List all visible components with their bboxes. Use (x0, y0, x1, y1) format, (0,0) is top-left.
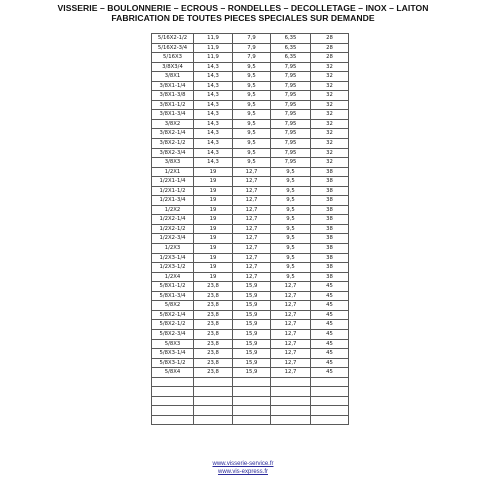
length-cell: 32 (311, 62, 349, 72)
dimension-c-cell (271, 396, 311, 406)
dimension-b-cell: 12,7 (233, 215, 271, 225)
dimension-c-cell: 7,95 (271, 91, 311, 101)
dimension-b-cell: 9,5 (233, 91, 271, 101)
dimension-a-cell: 23,8 (194, 310, 233, 320)
length-cell: 38 (311, 234, 349, 244)
dimension-b-cell (233, 387, 271, 397)
dimension-a-cell: 23,8 (194, 282, 233, 292)
size-cell: 5/8X3-1/4 (152, 349, 194, 359)
length-cell: 38 (311, 177, 349, 187)
table-row (152, 329, 349, 339)
table-row (152, 224, 349, 234)
dimension-a-cell: 19 (194, 272, 233, 282)
dimension-c-cell: 7,95 (271, 129, 311, 139)
header-product-line: VISSERIE – BOULONNERIE – ECROUS – RONDELLES – DECOLLETAGE – INOX – LAITON (57, 3, 429, 13)
length-cell: 45 (311, 349, 349, 359)
dimension-a-cell: 14,3 (194, 148, 233, 158)
table-row (152, 396, 349, 406)
dimension-a-cell: 14,3 (194, 110, 233, 120)
size-cell: 1/2X1-3/4 (152, 196, 194, 206)
length-cell: 38 (311, 272, 349, 282)
table-row (152, 368, 349, 378)
dimension-a-cell: 19 (194, 205, 233, 215)
table-row (152, 205, 349, 215)
dimension-a-cell: 19 (194, 244, 233, 254)
dimension-c-cell (271, 377, 311, 387)
dimension-c-cell: 12,7 (271, 329, 311, 339)
header-fabrication-line: FABRICATION DE TOUTES PIECES SPECIALES SUR DEMANDE (111, 13, 375, 23)
size-cell: 3/8X2 (152, 119, 194, 129)
dimension-b-cell: 15,9 (233, 368, 271, 378)
length-cell: 38 (311, 253, 349, 263)
dimension-c-cell: 7,95 (271, 100, 311, 110)
length-cell (311, 406, 349, 416)
website-link-visserie-service[interactable]: www.visserie-service.fr (212, 461, 274, 467)
dimension-b-cell: 12,7 (233, 263, 271, 273)
length-cell: 32 (311, 72, 349, 82)
table-row (152, 244, 349, 254)
size-cell: 1/2X2-3/4 (152, 234, 194, 244)
length-cell: 45 (311, 368, 349, 378)
dimension-b-cell: 7,9 (233, 34, 271, 44)
dimension-a-cell: 23,8 (194, 329, 233, 339)
dimension-c-cell: 9,5 (271, 244, 311, 254)
dimension-a-cell (194, 415, 233, 425)
dimension-a-cell: 11,9 (194, 53, 233, 63)
dimension-c-cell: 9,5 (271, 215, 311, 225)
length-cell: 32 (311, 91, 349, 101)
table-row (152, 43, 349, 53)
dimension-c-cell: 9,5 (271, 224, 311, 234)
table-row (152, 148, 349, 158)
dimension-a-cell: 23,8 (194, 349, 233, 359)
length-cell: 32 (311, 129, 349, 139)
size-cell (152, 396, 194, 406)
dimension-b-cell: 15,9 (233, 310, 271, 320)
table-row (152, 301, 349, 311)
dimension-a-cell: 19 (194, 215, 233, 225)
dimension-a-cell: 19 (194, 224, 233, 234)
size-cell: 1/2X2-1/2 (152, 224, 194, 234)
size-cell: 3/8X2-1/2 (152, 139, 194, 149)
table-row (152, 310, 349, 320)
size-cell: 3/8X3/4 (152, 62, 194, 72)
dimension-b-cell: 9,5 (233, 100, 271, 110)
dimension-a-cell: 19 (194, 234, 233, 244)
dimension-c-cell: 9,5 (271, 263, 311, 273)
dimension-b-cell: 15,9 (233, 349, 271, 359)
table-row (152, 110, 349, 120)
dimension-c-cell: 12,7 (271, 310, 311, 320)
size-cell: 5/8X1-1/2 (152, 282, 194, 292)
dimension-c-cell: 6,35 (271, 53, 311, 63)
length-cell: 45 (311, 358, 349, 368)
dimension-b-cell (233, 396, 271, 406)
length-cell: 32 (311, 100, 349, 110)
size-cell (152, 406, 194, 416)
length-cell: 45 (311, 320, 349, 330)
size-cell: 1/2X4 (152, 272, 194, 282)
size-cell: 3/8X1 (152, 72, 194, 82)
dimension-b-cell (233, 406, 271, 416)
table-row (152, 158, 349, 168)
dimension-c-cell (271, 406, 311, 416)
size-cell: 5/16X2-3/4 (152, 43, 194, 53)
table-row (152, 62, 349, 72)
dimension-c-cell: 12,7 (271, 301, 311, 311)
dimension-b-cell: 9,5 (233, 119, 271, 129)
table-row (152, 320, 349, 330)
dimension-b-cell: 12,7 (233, 177, 271, 187)
dimension-a-cell: 11,9 (194, 43, 233, 53)
dimension-c-cell: 12,7 (271, 358, 311, 368)
length-cell: 38 (311, 205, 349, 215)
table-body (152, 34, 349, 425)
length-cell: 45 (311, 291, 349, 301)
dimension-c-cell: 7,95 (271, 110, 311, 120)
dimension-c-cell: 7,95 (271, 72, 311, 82)
dimension-a-cell: 14,3 (194, 139, 233, 149)
length-cell: 45 (311, 301, 349, 311)
dimension-c-cell: 7,95 (271, 148, 311, 158)
length-cell (311, 415, 349, 425)
table-row (152, 339, 349, 349)
table-row (152, 272, 349, 282)
dimension-c-cell: 9,5 (271, 234, 311, 244)
dimension-c-cell: 9,5 (271, 253, 311, 263)
size-cell: 1/2X1-1/4 (152, 177, 194, 187)
length-cell: 32 (311, 110, 349, 120)
table-row (152, 34, 349, 44)
dimensions-table (151, 33, 349, 425)
dimension-c-cell: 9,5 (271, 272, 311, 282)
length-cell: 45 (311, 282, 349, 292)
dimension-b-cell: 7,9 (233, 53, 271, 63)
length-cell (311, 377, 349, 387)
dimension-a-cell: 23,8 (194, 291, 233, 301)
dimension-b-cell (233, 377, 271, 387)
size-cell: 1/2X1 (152, 167, 194, 177)
table-row (152, 349, 349, 359)
dimension-b-cell: 12,7 (233, 234, 271, 244)
size-cell (152, 415, 194, 425)
dimension-a-cell: 19 (194, 186, 233, 196)
size-cell: 5/16X2-1/2 (152, 34, 194, 44)
table-row (152, 406, 349, 416)
dimension-c-cell: 12,7 (271, 368, 311, 378)
size-cell: 5/8X1-3/4 (152, 291, 194, 301)
dimension-a-cell: 23,8 (194, 301, 233, 311)
dimension-b-cell: 12,7 (233, 224, 271, 234)
dimension-a-cell: 11,9 (194, 34, 233, 44)
length-cell: 45 (311, 329, 349, 339)
table-row (152, 53, 349, 63)
length-cell: 38 (311, 224, 349, 234)
size-cell: 5/8X3 (152, 339, 194, 349)
dimension-a-cell: 14,3 (194, 91, 233, 101)
table-row (152, 177, 349, 187)
dimension-c-cell: 12,7 (271, 349, 311, 359)
dimension-b-cell: 9,5 (233, 110, 271, 120)
length-cell: 38 (311, 186, 349, 196)
dimension-a-cell: 14,3 (194, 129, 233, 139)
dimension-a-cell: 14,3 (194, 158, 233, 168)
website-link-vis-express[interactable]: www.vis-express.fr (217, 469, 268, 475)
dimension-a-cell: 14,3 (194, 62, 233, 72)
size-cell: 1/2X3-1/4 (152, 253, 194, 263)
size-cell: 3/8X2-1/4 (152, 129, 194, 139)
dimension-a-cell: 19 (194, 263, 233, 273)
dimension-b-cell: 12,7 (233, 253, 271, 263)
length-cell: 28 (311, 43, 349, 53)
dimension-c-cell: 9,5 (271, 196, 311, 206)
dimension-b-cell: 15,9 (233, 339, 271, 349)
dimension-c-cell: 9,5 (271, 177, 311, 187)
table-row (152, 196, 349, 206)
dimension-c-cell: 12,7 (271, 320, 311, 330)
size-cell: 1/2X2-1/4 (152, 215, 194, 225)
size-cell: 5/8X2-1/4 (152, 310, 194, 320)
dimension-a-cell: 14,3 (194, 72, 233, 82)
size-cell: 3/8X3 (152, 158, 194, 168)
table-row (152, 81, 349, 91)
length-cell: 45 (311, 310, 349, 320)
table-row (152, 415, 349, 425)
dimension-a-cell: 14,3 (194, 100, 233, 110)
size-cell: 5/8X4 (152, 368, 194, 378)
length-cell: 28 (311, 53, 349, 63)
length-cell: 45 (311, 339, 349, 349)
length-cell: 32 (311, 158, 349, 168)
dimension-a-cell: 19 (194, 167, 233, 177)
length-cell: 32 (311, 81, 349, 91)
table-row (152, 234, 349, 244)
length-cell: 32 (311, 119, 349, 129)
table-row (152, 282, 349, 292)
size-cell: 3/8X1-3/8 (152, 91, 194, 101)
dimension-b-cell: 9,5 (233, 139, 271, 149)
length-cell: 38 (311, 167, 349, 177)
dimension-a-cell: 23,8 (194, 358, 233, 368)
dimension-a-cell: 23,8 (194, 320, 233, 330)
dimension-b-cell: 9,5 (233, 81, 271, 91)
dimension-c-cell: 7,95 (271, 62, 311, 72)
table-row (152, 358, 349, 368)
dimension-a-cell: 14,3 (194, 81, 233, 91)
dimension-c-cell: 9,5 (271, 205, 311, 215)
dimension-b-cell: 15,9 (233, 291, 271, 301)
table-row (152, 387, 349, 397)
table-row (152, 91, 349, 101)
dimension-a-cell: 19 (194, 253, 233, 263)
table-row (152, 215, 349, 225)
size-cell: 5/16X3 (152, 53, 194, 63)
size-cell: 3/8X1-1/2 (152, 100, 194, 110)
length-cell: 32 (311, 148, 349, 158)
dimension-a-cell (194, 387, 233, 397)
dimension-a-cell (194, 396, 233, 406)
dimension-b-cell: 12,7 (233, 186, 271, 196)
dimension-b-cell: 9,5 (233, 129, 271, 139)
dimension-b-cell: 12,7 (233, 272, 271, 282)
table-row (152, 291, 349, 301)
dimension-a-cell: 14,3 (194, 119, 233, 129)
dimension-b-cell: 15,9 (233, 301, 271, 311)
dimension-b-cell: 9,5 (233, 158, 271, 168)
dimension-c-cell: 9,5 (271, 186, 311, 196)
length-cell: 38 (311, 244, 349, 254)
dimension-c-cell: 7,95 (271, 158, 311, 168)
dimension-b-cell: 9,5 (233, 148, 271, 158)
dimension-c-cell (271, 387, 311, 397)
dimension-c-cell: 12,7 (271, 339, 311, 349)
dimension-a-cell (194, 377, 233, 387)
dimension-b-cell: 15,9 (233, 329, 271, 339)
dimension-b-cell: 15,9 (233, 282, 271, 292)
length-cell: 38 (311, 196, 349, 206)
size-cell (152, 377, 194, 387)
dimension-a-cell (194, 406, 233, 416)
table-row (152, 186, 349, 196)
table-row (152, 72, 349, 82)
length-cell (311, 396, 349, 406)
size-cell: 5/8X2-1/2 (152, 320, 194, 330)
dimension-b-cell: 9,5 (233, 72, 271, 82)
table-row (152, 167, 349, 177)
length-cell: 32 (311, 139, 349, 149)
document-header (0, 3, 486, 23)
size-cell: 3/8X1-3/4 (152, 110, 194, 120)
dimension-c-cell: 7,95 (271, 81, 311, 91)
size-cell: 5/8X2 (152, 301, 194, 311)
dimension-a-cell: 23,8 (194, 339, 233, 349)
size-cell: 5/8X2-3/4 (152, 329, 194, 339)
size-cell: 3/8X2-3/4 (152, 148, 194, 158)
dimension-c-cell: 12,7 (271, 291, 311, 301)
size-cell: 1/2X3 (152, 244, 194, 254)
dimension-b-cell: 7,9 (233, 43, 271, 53)
dimension-b-cell: 12,7 (233, 167, 271, 177)
dimension-b-cell: 12,7 (233, 244, 271, 254)
document-footer (0, 460, 486, 476)
table-row (152, 119, 349, 129)
dimension-b-cell (233, 415, 271, 425)
dimension-c-cell: 9,5 (271, 167, 311, 177)
length-cell: 38 (311, 215, 349, 225)
dimension-c-cell: 7,95 (271, 119, 311, 129)
table-row (152, 263, 349, 273)
table-row (152, 377, 349, 387)
dimension-c-cell: 7,95 (271, 139, 311, 149)
dimension-c-cell: 12,7 (271, 282, 311, 292)
dimension-b-cell: 12,7 (233, 205, 271, 215)
size-cell (152, 387, 194, 397)
dimension-a-cell: 23,8 (194, 368, 233, 378)
dimension-b-cell: 15,9 (233, 358, 271, 368)
length-cell: 38 (311, 263, 349, 273)
dimension-a-cell: 19 (194, 196, 233, 206)
table-row (152, 129, 349, 139)
length-cell: 28 (311, 34, 349, 44)
size-cell: 5/8X3-1/2 (152, 358, 194, 368)
size-cell: 3/8X1-1/4 (152, 81, 194, 91)
dimension-b-cell: 12,7 (233, 196, 271, 206)
dimension-a-cell: 19 (194, 177, 233, 187)
size-cell: 1/2X3-1/2 (152, 263, 194, 273)
dimension-c-cell: 6,35 (271, 34, 311, 44)
length-cell (311, 387, 349, 397)
dimension-b-cell: 15,9 (233, 320, 271, 330)
dimension-b-cell: 9,5 (233, 62, 271, 72)
size-cell: 1/2X2 (152, 205, 194, 215)
table-row (152, 139, 349, 149)
table-row (152, 100, 349, 110)
table-row (152, 253, 349, 263)
size-cell: 1/2X1-1/2 (152, 186, 194, 196)
dimension-c-cell (271, 415, 311, 425)
dimension-c-cell: 6,35 (271, 43, 311, 53)
